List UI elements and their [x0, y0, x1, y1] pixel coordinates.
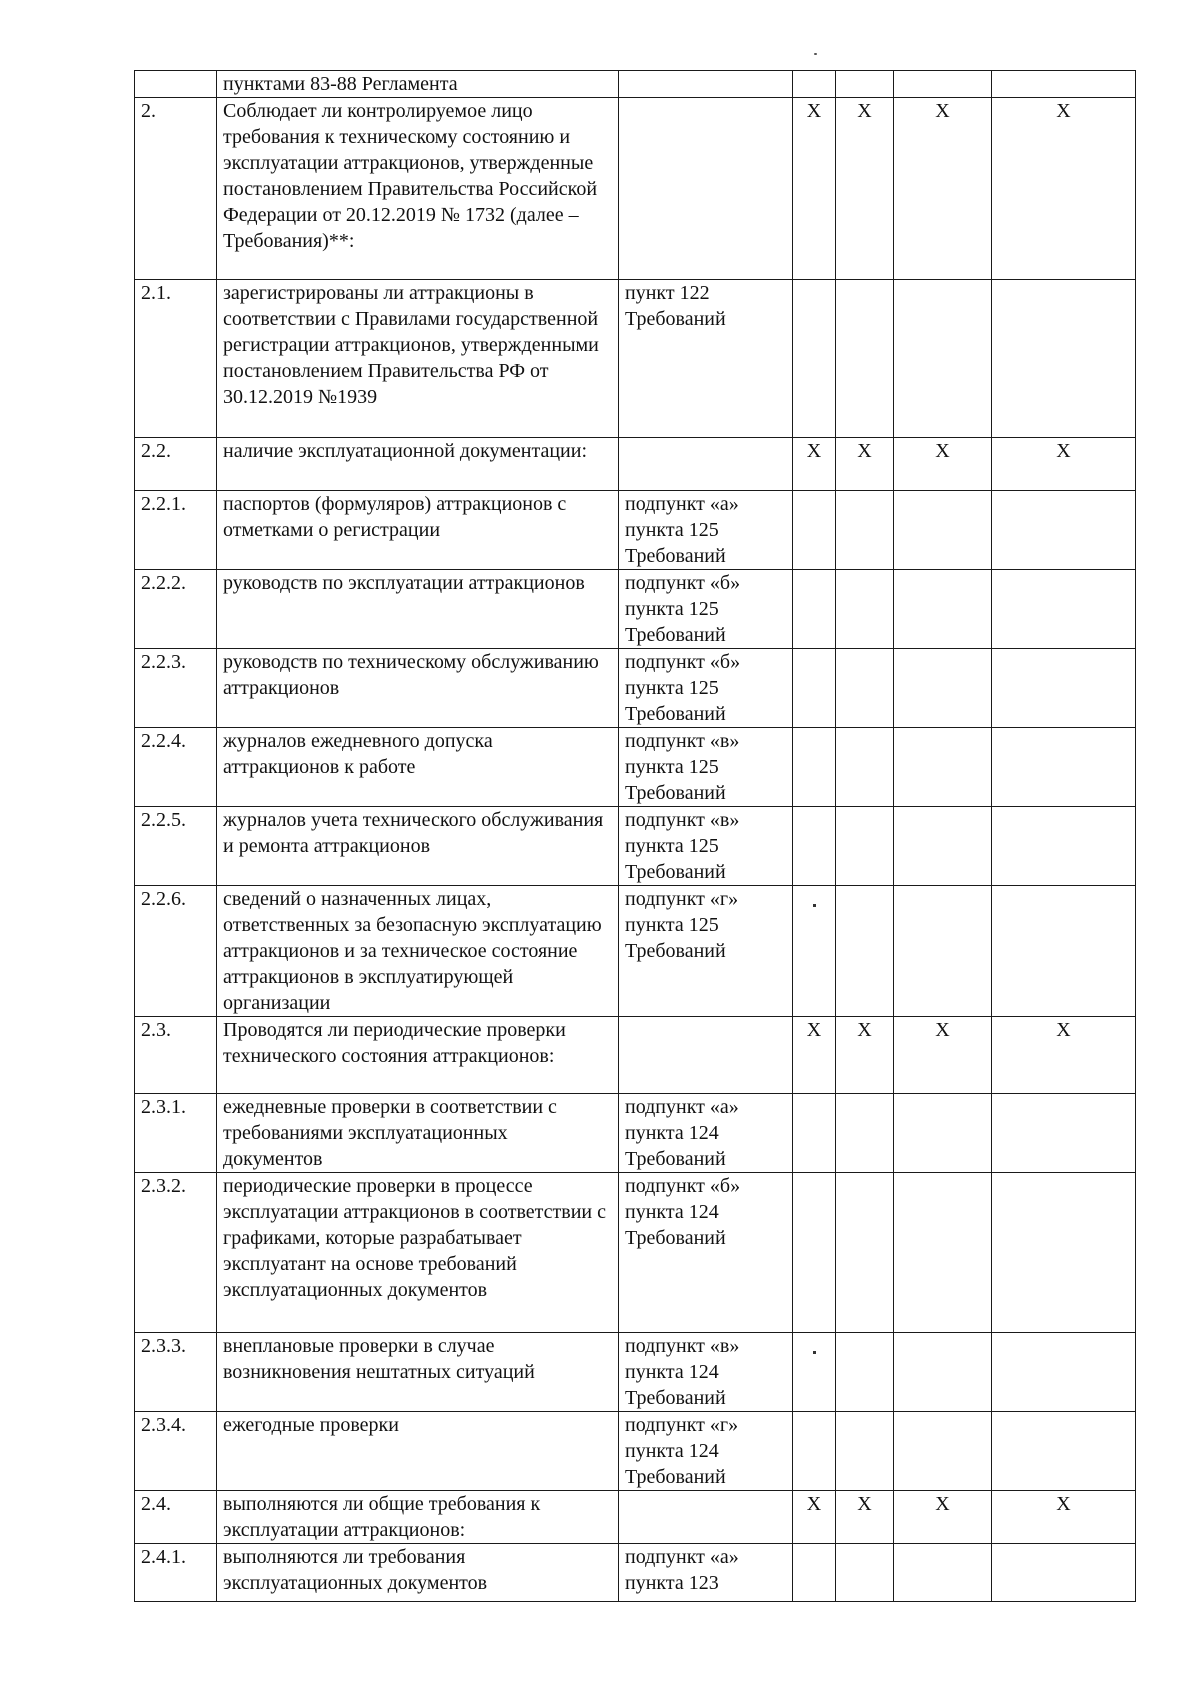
answer-cell-4 [992, 1094, 1136, 1173]
table-row [135, 1017, 1136, 1094]
table-row [135, 1173, 1136, 1333]
answer-cell-3 [894, 1094, 992, 1173]
table-row [135, 98, 1136, 280]
item-number: 2.3.1. [135, 1094, 217, 1173]
regulation-reference [619, 98, 793, 280]
item-number: 2.2. [135, 438, 217, 491]
requirement-text: зарегистрированы ли аттракционы в соответствии с Правилами государственной регистрации аттракционов, утвержденными постановлением Правительства РФ от 30.12.2019 №1939 [217, 280, 619, 438]
answer-cell-4 [992, 71, 1136, 98]
answer-cell-2 [836, 886, 894, 1017]
answer-cell-2: X [836, 98, 894, 280]
item-number: 2.3. [135, 1017, 217, 1094]
answer-cell-4 [992, 1173, 1136, 1333]
requirement-text: наличие эксплуатационной документации: [217, 438, 619, 491]
answer-cell-1: X [793, 1491, 836, 1544]
regulation-reference: подпункт «в» пункта 125 Требований [619, 807, 793, 886]
answer-cell-1: X [793, 438, 836, 491]
item-number: 2.2.5. [135, 807, 217, 886]
answer-cell-1 [793, 280, 836, 438]
table-row [135, 886, 1136, 1017]
answer-cell-1 [793, 807, 836, 886]
answer-cell-4 [992, 491, 1136, 570]
regulation-reference: пункт 122 Требований [619, 280, 793, 438]
answer-cell-2 [836, 280, 894, 438]
checklist-table [134, 70, 1136, 1602]
answer-cell-1 [793, 649, 836, 728]
table-body [135, 71, 1136, 1602]
item-number: 2.2.2. [135, 570, 217, 649]
table-row [135, 1491, 1136, 1544]
answer-cell-3: X [894, 1017, 992, 1094]
table-row [135, 1094, 1136, 1173]
item-number [135, 71, 217, 98]
regulation-reference: подпункт «а» пункта 124 Требований [619, 1094, 793, 1173]
requirement-text: выполняются ли общие требования к эксплуатации аттракционов: [217, 1491, 619, 1544]
regulation-reference: подпункт «б» пункта 125 Требований [619, 649, 793, 728]
table-row [135, 807, 1136, 886]
answer-cell-4: X [992, 438, 1136, 491]
answer-cell-2: X [836, 1017, 894, 1094]
requirement-text: журналов учета технического обслуживания и ремонта аттракционов [217, 807, 619, 886]
regulation-reference: подпункт «б» пункта 124 Требований [619, 1173, 793, 1333]
requirement-text: руководств по эксплуатации аттракционов [217, 570, 619, 649]
answer-cell-4 [992, 807, 1136, 886]
scan-speck [813, 904, 816, 907]
answer-cell-1 [793, 1544, 836, 1602]
requirement-text: руководств по техническому обслуживанию аттракционов [217, 649, 619, 728]
answer-cell-2 [836, 491, 894, 570]
item-number: 2.3.2. [135, 1173, 217, 1333]
answer-cell-1 [793, 728, 836, 807]
answer-cell-1: X [793, 1017, 836, 1094]
answer-cell-4: X [992, 98, 1136, 280]
scan-speck [813, 1351, 816, 1354]
answer-cell-4 [992, 1412, 1136, 1491]
regulation-reference: подпункт «г» пункта 124 Требований [619, 1412, 793, 1491]
answer-cell-4 [992, 1333, 1136, 1412]
answer-cell-2 [836, 728, 894, 807]
answer-cell-2 [836, 1173, 894, 1333]
answer-cell-3: X [894, 98, 992, 280]
requirement-text: Соблюдает ли контролируемое лицо требования к техническому состоянию и эксплуатации аттракционов, утвержденные постановлением Правительства Российской Федерации от 20.12.2019 № 1732 (далее – Требования)**: [217, 98, 619, 280]
answer-cell-4: X [992, 1491, 1136, 1544]
scan-artifact [814, 53, 817, 55]
table-row [135, 1412, 1136, 1491]
answer-cell-4 [992, 886, 1136, 1017]
answer-cell-1 [793, 886, 836, 1017]
answer-cell-3 [894, 280, 992, 438]
requirement-text: паспортов (формуляров) аттракционов с отметками о регистрации [217, 491, 619, 570]
answer-cell-2: X [836, 438, 894, 491]
item-number: 2.2.1. [135, 491, 217, 570]
answer-cell-3 [894, 1173, 992, 1333]
table-row [135, 570, 1136, 649]
answer-cell-1 [793, 71, 836, 98]
answer-cell-3 [894, 1333, 992, 1412]
item-number: 2.3.4. [135, 1412, 217, 1491]
answer-cell-3 [894, 71, 992, 98]
answer-cell-2 [836, 1412, 894, 1491]
requirement-text: ежегодные проверки [217, 1412, 619, 1491]
item-number: 2.4.1. [135, 1544, 217, 1602]
table-row [135, 649, 1136, 728]
table-row [135, 280, 1136, 438]
answer-cell-1 [793, 1333, 836, 1412]
answer-cell-2: X [836, 1491, 894, 1544]
regulation-reference: подпункт «в» пункта 124 Требований [619, 1333, 793, 1412]
requirement-text: ежедневные проверки в соответствии с требованиями эксплуатационных документов [217, 1094, 619, 1173]
answer-cell-3 [894, 807, 992, 886]
answer-cell-3: X [894, 1491, 992, 1544]
requirement-text: внеплановые проверки в случае возникновения нештатных ситуаций [217, 1333, 619, 1412]
item-number: 2. [135, 98, 217, 280]
answer-cell-2 [836, 807, 894, 886]
regulation-reference: подпункт «в» пункта 125 Требований [619, 728, 793, 807]
answer-cell-3: X [894, 438, 992, 491]
answer-cell-3 [894, 491, 992, 570]
answer-cell-3 [894, 570, 992, 649]
requirement-text: журналов ежедневного допуска аттракционов к работе [217, 728, 619, 807]
answer-cell-4 [992, 570, 1136, 649]
answer-cell-1: X [793, 98, 836, 280]
answer-cell-2 [836, 71, 894, 98]
answer-cell-1 [793, 1094, 836, 1173]
requirement-text: пунктами 83-88 Регламента [217, 71, 619, 98]
regulation-reference [619, 71, 793, 98]
requirement-text: выполняются ли требования эксплуатационных документов [217, 1544, 619, 1602]
regulation-reference: подпункт «а» пункта 123 [619, 1544, 793, 1602]
answer-cell-4: X [992, 1017, 1136, 1094]
item-number: 2.2.3. [135, 649, 217, 728]
answer-cell-1 [793, 1173, 836, 1333]
answer-cell-4 [992, 649, 1136, 728]
item-number: 2.4. [135, 1491, 217, 1544]
answer-cell-3 [894, 886, 992, 1017]
answer-cell-1 [793, 1412, 836, 1491]
answer-cell-4 [992, 1544, 1136, 1602]
answer-cell-2 [836, 649, 894, 728]
table-row [135, 1544, 1136, 1602]
answer-cell-2 [836, 1094, 894, 1173]
item-number: 2.2.4. [135, 728, 217, 807]
regulation-reference: подпункт «г» пункта 125 Требований [619, 886, 793, 1017]
item-number: 2.1. [135, 280, 217, 438]
item-number: 2.2.6. [135, 886, 217, 1017]
table-row [135, 1333, 1136, 1412]
table-row [135, 438, 1136, 491]
answer-cell-3 [894, 1412, 992, 1491]
answer-cell-1 [793, 491, 836, 570]
table-row [135, 71, 1136, 98]
regulation-reference [619, 438, 793, 491]
requirement-text: периодические проверки в процессе эксплуатации аттракционов в соответствии с графиками, которые разрабатывает эксплуатант на основе требований эксплуатационных документов [217, 1173, 619, 1333]
regulation-reference: подпункт «а» пункта 125 Требований [619, 491, 793, 570]
regulation-reference [619, 1017, 793, 1094]
answer-cell-2 [836, 1544, 894, 1602]
table-row [135, 491, 1136, 570]
regulation-reference: подпункт «б» пункта 125 Требований [619, 570, 793, 649]
answer-cell-4 [992, 280, 1136, 438]
answer-cell-2 [836, 570, 894, 649]
answer-cell-4 [992, 728, 1136, 807]
answer-cell-3 [894, 649, 992, 728]
item-number: 2.3.3. [135, 1333, 217, 1412]
regulation-reference [619, 1491, 793, 1544]
table-row [135, 728, 1136, 807]
answer-cell-2 [836, 1333, 894, 1412]
requirement-text: сведений о назначенных лицах, ответственных за безопасную эксплуатацию аттракционов и за техническое состояние аттракционов в эксплуатирующей организации [217, 886, 619, 1017]
answer-cell-3 [894, 1544, 992, 1602]
requirement-text: Проводятся ли периодические проверки технического состояния аттракционов: [217, 1017, 619, 1094]
answer-cell-1 [793, 570, 836, 649]
answer-cell-3 [894, 728, 992, 807]
